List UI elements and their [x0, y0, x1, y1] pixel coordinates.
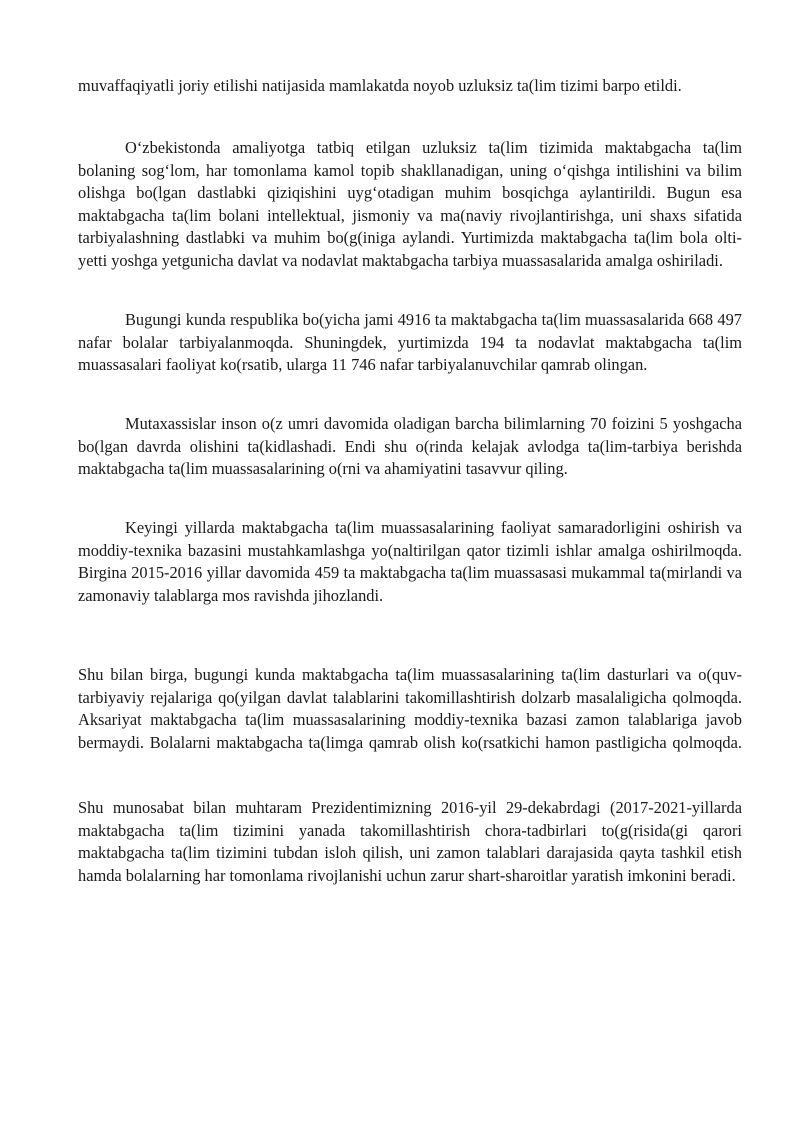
- paragraph-text: Shu bilan birga, bugungi kunda maktabgacha ta(lim muassasalarining ta(lim dasturlari va o(quv-tarbiyaviy rejalariga qo(yilgan davlat talablarini takomillashtirish dolzarb masalaligicha qolmoqda. Aksariyat maktabgacha ta(lim muassasalarining moddiy-texnika bazasi zamon talablariga javob bermaydi. Bolalarni maktabgacha ta(limga qamrab olish ko(rsatkichi hamon pastligicha qolmoqda.: [78, 665, 742, 752]
- paragraph-text: Mutaxassislar inson o(z umri davomida oladigan barcha bilimlarning 70 foizini 5 yoshgacha bo(lgan davrda olishini ta(kidlashadi. Endi shu o(rinda kelajak avlodga ta(lim-tarbiya berishda maktabgacha ta(lim muassasalarining o(rni va ahamiyatini tasavvur qiling.: [78, 414, 742, 479]
- paragraph-text: Keyingi yillarda maktabgacha ta(lim muassasalarining faoliyat samaradorligini oshirish va moddiy-texnika bazasini mustahkamlashga yo(naltirilgan qator tizimli ishlar amalga oshirilmoqda. Birgina 2015-2016 yillar davomida 459 ta maktabgacha ta(lim muassasasi mukammal ta(mirlandi va zamonaviy talablarga mos ravishda jihozlandi.: [78, 518, 742, 605]
- paragraph-text: Shu munosabat bilan muhtaram Prezidentimizning 2016-yil 29-dekabrdagi (2017-2021-yillarda maktabgacha ta(lim tizimini yanada takomillashtirish chora-tadbirlari to(g(risida(gi qarori maktabgacha ta(lim tizimini tubdan isloh qilish, uni zamon talablari darajasida qayta tashkil etish hamda bolalarning har tomonlama rivojlanishi uchun zarur shart-sharoitlar yaratish imkonini beradi.: [78, 798, 742, 885]
- paragraph-text: Bugungi kunda respublika bo(yicha jami 4916 ta maktabgacha ta(lim muassasalarida 668 497 nafar bolalar tarbiyalanmoqda. Shuningdek, yurtimizda 194 ta nodavlat maktabgacha ta(lim muassasalari faoliyat ko(rsatib, ularga 11 746 nafar tarbiyalanuvchilar qamrab olingan.: [78, 310, 742, 375]
- paragraph-uzluksiz-talim: [78, 137, 742, 273]
- paragraph-statistics: [78, 309, 742, 377]
- paragraph-recent-years: [78, 517, 742, 607]
- paragraph-continuation: [78, 75, 742, 98]
- paragraph-text: O‘zbekistonda amaliyotga tatbiq etilgan uzluksiz ta(lim tizimida maktabgacha ta(lim bolaning sog‘lom, har tomonlama kamol topib shakllanadigan, uning o‘qishga intilishini va bilim olishga bo(lgan dastlabki qiziqishini uyg‘otadigan muhim bosqichga aylantirildi. Bugun esa maktabgacha ta(lim bolani intellektual, jismoniy va ma(naviy rivojlantirishga, uni shaxs sifatida tarbiyalashning dastlabki va muhim bo(g(iniga aylandi. Yurtimizda maktabgacha ta(lim bola olti-yetti yoshga yetgunicha davlat va nodavlat maktabgacha tarbiya muassasalarida amalga oshiriladi.: [78, 138, 742, 270]
- paragraph-presidential-decree: [78, 797, 742, 887]
- paragraph-current-issues: [78, 664, 742, 754]
- paragraph-text: muvaffaqiyatli joriy etilishi natijasida mamlakatda noyob uzluksiz ta(lim tizimi barpo etildi.: [78, 76, 682, 95]
- paragraph-experts: [78, 413, 742, 481]
